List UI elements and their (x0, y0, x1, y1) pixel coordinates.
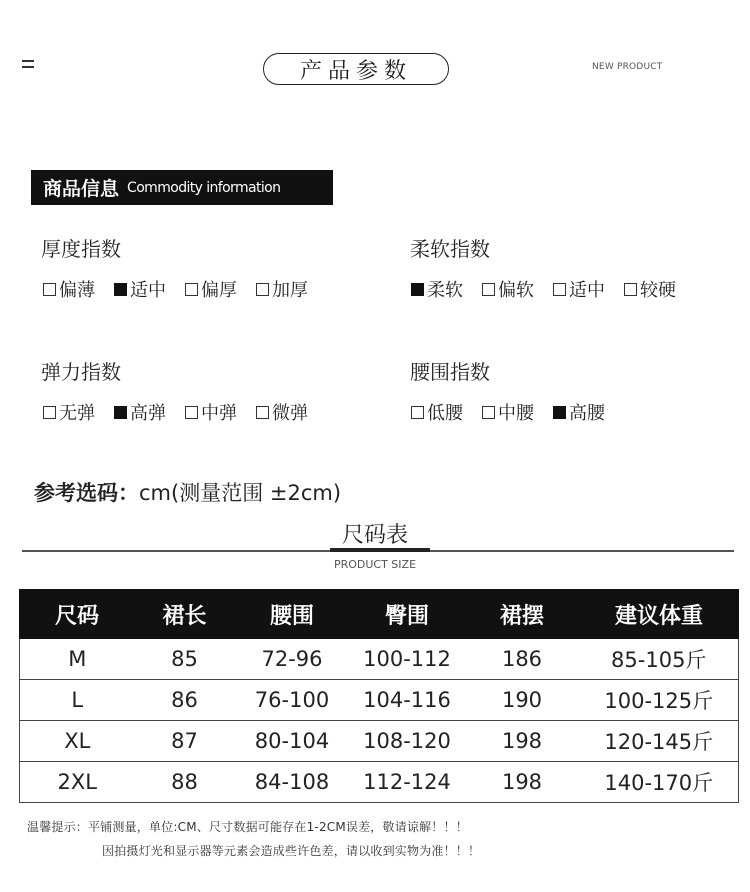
table-cell: 100-125斤 (580, 680, 739, 721)
unchecked-box-icon (256, 406, 269, 419)
option (553, 399, 605, 425)
option-label: 偏薄 (59, 280, 95, 301)
option (256, 276, 308, 302)
table-row (20, 721, 739, 762)
option (43, 399, 95, 425)
option-label: 适中 (130, 280, 166, 301)
table-row (20, 762, 739, 803)
table-cell: L (20, 680, 135, 721)
softness-options (411, 276, 695, 302)
option (411, 399, 463, 425)
waist-index-title: 腰围指数 (410, 360, 490, 384)
table-cell: 76-100 (235, 680, 350, 721)
table-cell: 112-124 (350, 762, 465, 803)
unchecked-box-icon (185, 283, 198, 296)
option-label: 无弹 (59, 403, 95, 424)
option-label: 加厚 (272, 280, 308, 301)
table-header-cell: 尺码 (20, 590, 135, 639)
table-row (20, 680, 739, 721)
table-cell: 88 (135, 762, 235, 803)
table-cell: 186 (465, 639, 580, 680)
table-cell: 72-96 (235, 639, 350, 680)
table-cell: M (20, 639, 135, 680)
table-cell: 100-112 (350, 639, 465, 680)
page-title: 产品参数 (263, 53, 449, 85)
note-line-1: 温馨提示：平铺测量，单位:CM、尺寸数据可能存在1-2CM误差，敬请谅解！！！ (27, 820, 468, 834)
menu-icon[interactable] (22, 60, 34, 72)
option (114, 276, 166, 302)
size-reference-text: cm(测量范围 ±2cm) (139, 481, 342, 505)
elasticity-index-title: 弹力指数 (41, 360, 121, 384)
checked-box-icon (114, 283, 127, 296)
option (553, 276, 605, 302)
table-row (20, 639, 739, 680)
table-cell: 140-170斤 (580, 762, 739, 803)
table-cell: 198 (465, 721, 580, 762)
table-cell: 2XL (20, 762, 135, 803)
unchecked-box-icon (482, 283, 495, 296)
checked-box-icon (411, 283, 424, 296)
thickness-options (43, 276, 327, 302)
size-chart-title: 尺码表 (341, 523, 408, 548)
note-line-2: 因拍摄灯光和显示器等元素会造成些许色差，请以收到实物为准！！！ (102, 844, 481, 858)
option-label: 适中 (569, 280, 605, 301)
option (411, 276, 463, 302)
option (114, 399, 166, 425)
unchecked-box-icon (411, 406, 424, 419)
table-header-cell: 裙摆 (465, 590, 580, 639)
option (482, 276, 534, 302)
option-label: 偏厚 (201, 280, 237, 301)
table-cell: 198 (465, 762, 580, 803)
size-reference (34, 477, 341, 507)
unchecked-box-icon (185, 406, 198, 419)
table-cell: 108-120 (350, 721, 465, 762)
option-label: 柔软 (427, 280, 463, 301)
commodity-info-banner (31, 170, 333, 205)
table-cell: 87 (135, 721, 235, 762)
size-chart-subtitle: PRODUCT SIZE (333, 558, 417, 571)
title-underline (330, 548, 430, 552)
option (256, 399, 308, 425)
unchecked-box-icon (482, 406, 495, 419)
table-header-cell: 臀围 (350, 590, 465, 639)
softness-index-title: 柔软指数 (410, 237, 490, 261)
table-cell: 80-104 (235, 721, 350, 762)
table-header-row (20, 590, 739, 639)
banner-title-en: Commodity information (127, 179, 281, 196)
table-cell: XL (20, 721, 135, 762)
option-label: 偏软 (498, 280, 534, 301)
unchecked-box-icon (624, 283, 637, 296)
table-cell: 120-145斤 (580, 721, 739, 762)
option-label: 高弹 (130, 403, 166, 424)
table-cell: 86 (135, 680, 235, 721)
option-label: 高腰 (569, 403, 605, 424)
elasticity-options (43, 399, 327, 425)
table-header-cell: 建议体重 (580, 590, 739, 639)
table-header-cell: 裙长 (135, 590, 235, 639)
option-label: 较硬 (640, 280, 676, 301)
table-cell: 85 (135, 639, 235, 680)
option-label: 低腰 (427, 403, 463, 424)
table-cell: 85-105斤 (580, 639, 739, 680)
size-reference-label: 参考选码： (34, 481, 139, 505)
unchecked-box-icon (43, 406, 56, 419)
size-table (19, 589, 738, 803)
option-label: 微弹 (272, 403, 308, 424)
thickness-index-title: 厚度指数 (41, 237, 121, 261)
table-cell: 84-108 (235, 762, 350, 803)
new-product-tag: NEW PRODUCT (592, 62, 663, 72)
banner-title-cn: 商品信息 (43, 178, 120, 200)
option (624, 276, 676, 302)
table-header-cell: 腰围 (235, 590, 350, 639)
checked-box-icon (114, 406, 127, 419)
unchecked-box-icon (256, 283, 269, 296)
option (185, 399, 237, 425)
table-cell: 104-116 (350, 680, 465, 721)
unchecked-box-icon (43, 283, 56, 296)
option (482, 399, 534, 425)
option-label: 中腰 (498, 403, 534, 424)
option-label: 中弹 (201, 403, 237, 424)
waist-options (411, 399, 624, 425)
unchecked-box-icon (553, 283, 566, 296)
checked-box-icon (553, 406, 566, 419)
table-cell: 190 (465, 680, 580, 721)
option (185, 276, 237, 302)
option (43, 276, 95, 302)
